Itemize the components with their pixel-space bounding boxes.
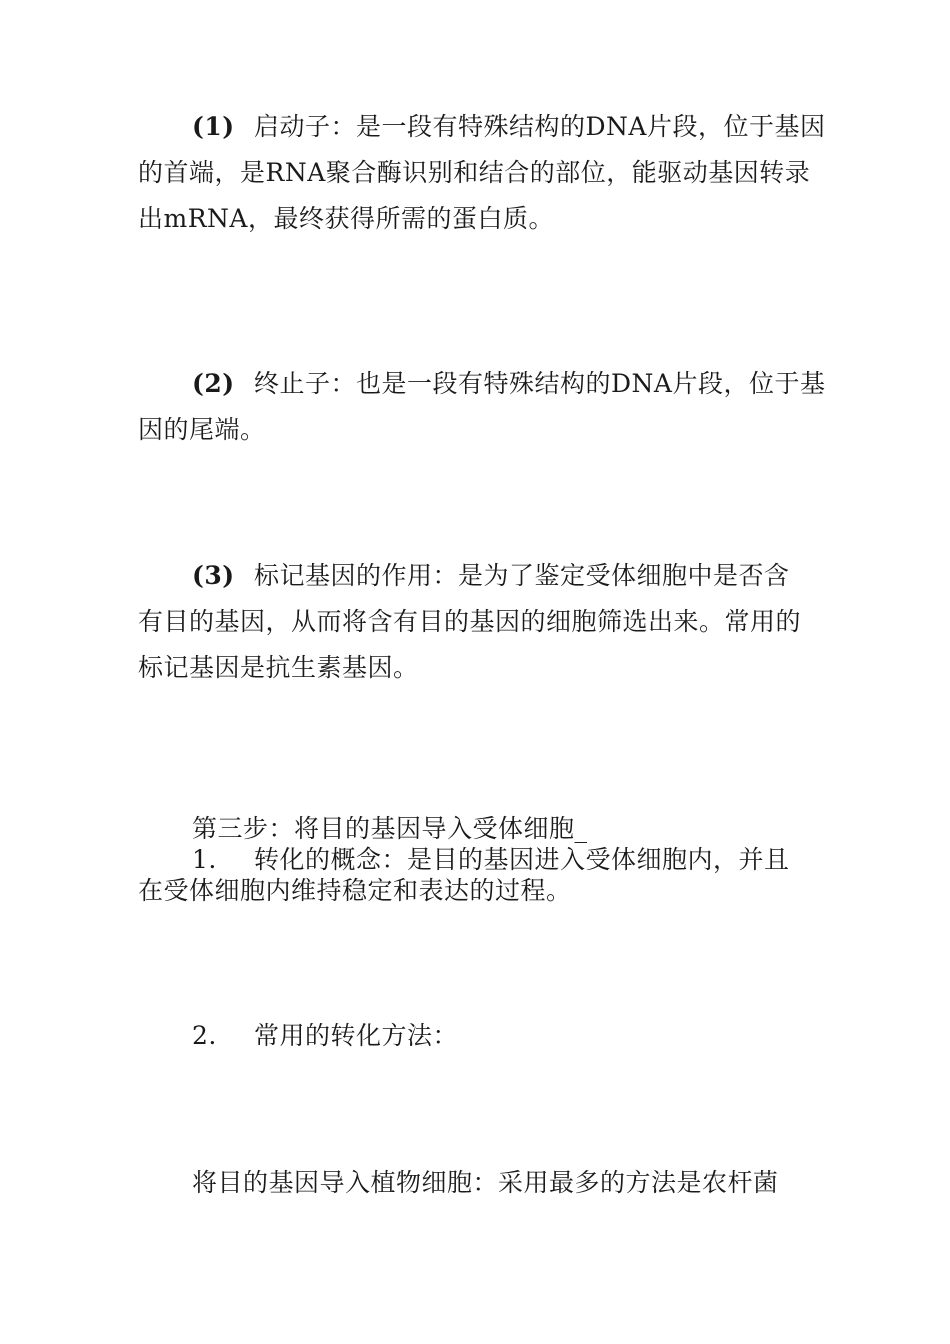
paragraph-text: 标记基因的作用：是为了鉴定受体细胞中是否含	[254, 561, 790, 590]
paragraph-text: 终止子：也是一段有特殊结构的DNA片段，位于基	[254, 369, 826, 398]
list-number: (1)	[192, 112, 235, 141]
paragraph-text: 将目的基因导入植物细胞：采用最多的方法是农杆菌	[192, 1168, 779, 1197]
paragraph-text: 标记基因是抗生素基因。	[138, 653, 419, 682]
paragraph-text: 常用的转化方法：	[254, 1021, 459, 1050]
list-number: (2)	[192, 369, 235, 398]
paragraph-terminator	[138, 361, 826, 453]
paragraph-text: 在受体细胞内维持稳定和表达的过程。	[138, 876, 572, 905]
paragraph-promoter	[138, 104, 826, 242]
paragraph-marker-gene	[138, 553, 814, 691]
paragraph-text: 启动子：是一段有特殊结构的DNA片段，位于基因	[254, 112, 826, 141]
section-heading: 第三步：将目的基因导入受体细胞_	[192, 814, 588, 843]
list-number: (3)	[192, 561, 235, 590]
paragraph-plant-cell	[138, 1160, 814, 1206]
list-number: 1.	[192, 845, 217, 874]
paragraph-text: 的首端，是RNA聚合酶识别和结合的部位，能驱动基因转录	[138, 158, 811, 187]
list-number: 2.	[192, 1021, 217, 1050]
paragraph-methods	[138, 1013, 814, 1059]
paragraph-text: 出mRNA，最终获得所需的蛋白质。	[138, 204, 554, 233]
paragraph-text: 有目的基因，从而将含有目的基因的细胞筛选出来。常用的	[138, 607, 802, 636]
paragraph-text: 因的尾端。	[138, 415, 266, 444]
section-step-three	[138, 813, 814, 906]
paragraph-text: 转化的概念：是目的基因进入受体细胞内，并且	[254, 845, 790, 874]
